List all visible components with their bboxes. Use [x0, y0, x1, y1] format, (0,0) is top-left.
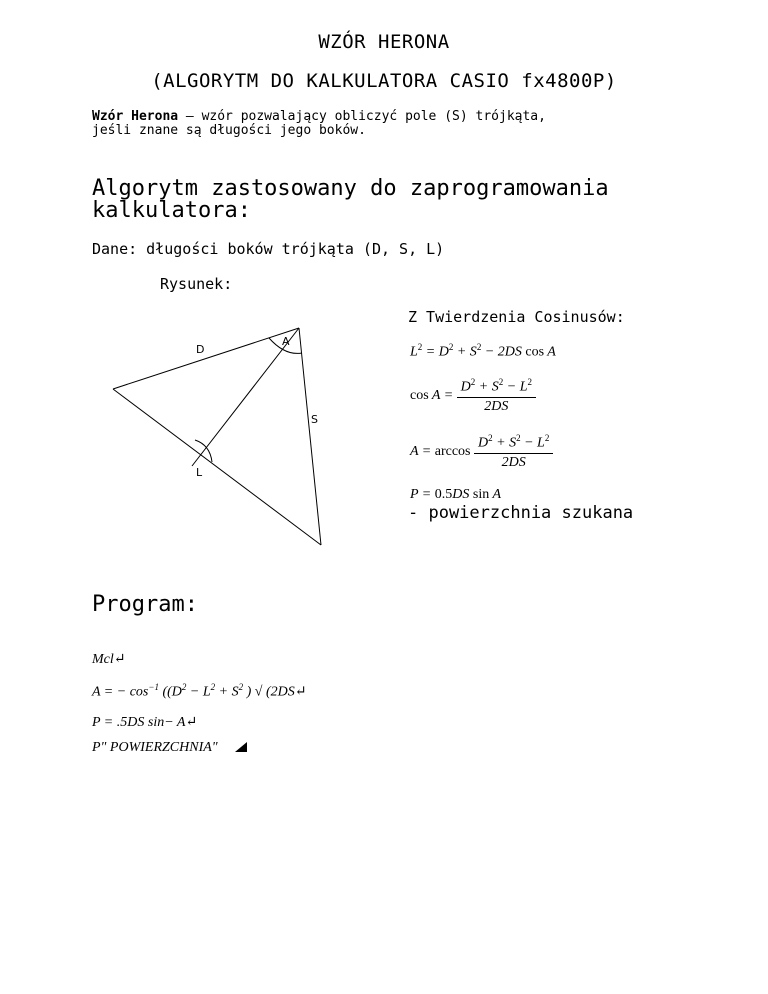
label-d: D: [196, 343, 205, 356]
cosine-law-formula: $L^2 = D^2 + S^2 - 2DS$ cos A: [410, 342, 556, 360]
given-data: Dane: długości boków trójkąta (D, S, L): [92, 240, 445, 258]
program-line-4-text: P" POWIERZCHNIA": [92, 740, 218, 755]
intro-line1: – wzór pozwalający obliczyć pole (S) trójkąta,: [178, 109, 546, 124]
label-s: S: [311, 413, 318, 426]
arccos-formula: A = arccos $\frac{D^2 + S^2 - L^2}{2DS}$: [410, 433, 553, 471]
label-a: A: [282, 335, 290, 348]
intro-line2: jeśli znane są długości jego boków.: [92, 123, 366, 138]
side-s: [299, 328, 321, 545]
enter-icon: ↵: [113, 652, 126, 667]
drawing-label: Rysunek:: [160, 275, 233, 293]
page-title: WZÓR HERONA: [318, 31, 450, 53]
program-heading: Program:: [92, 592, 198, 617]
side-d: [113, 328, 299, 389]
page-subtitle: (ALGORYTM DO KALKULATORA CASIO fx4800P): [151, 70, 617, 92]
program-line-1-text: Mcl: [92, 652, 114, 667]
algorithm-heading-line1: Algorytm zastosowany do zaprogramowania: [92, 176, 609, 201]
program-line-3: P = .5DS sin− A↵: [92, 715, 198, 730]
intro-term: Wzór Herona: [92, 109, 179, 124]
program-line-2: A = − $\cos^{-1} ((D^2 - L^2 + S^2$ ) √ (2DS↵: [92, 682, 307, 700]
program-line-4: [92, 740, 247, 756]
program-line-1: [92, 651, 126, 668]
area-note: - powierzchnia szukana: [408, 503, 634, 523]
side-l: [113, 389, 321, 545]
median-line: [192, 328, 299, 466]
cos-a-formula: cos A = $\frac{D^2 + S^2 - L^2}{2DS}$: [410, 377, 536, 415]
area-formula: P = 0.5DS sin A: [410, 487, 502, 502]
enter-icon: ↵: [294, 684, 307, 700]
label-l: L: [196, 466, 203, 479]
display-triangle-icon: [235, 742, 247, 752]
cosine-heading: Z Twierdzenia Cosinusów:: [408, 308, 625, 326]
algorithm-heading-line2: kalkulatora:: [92, 198, 251, 223]
enter-icon: ↵: [185, 715, 198, 730]
